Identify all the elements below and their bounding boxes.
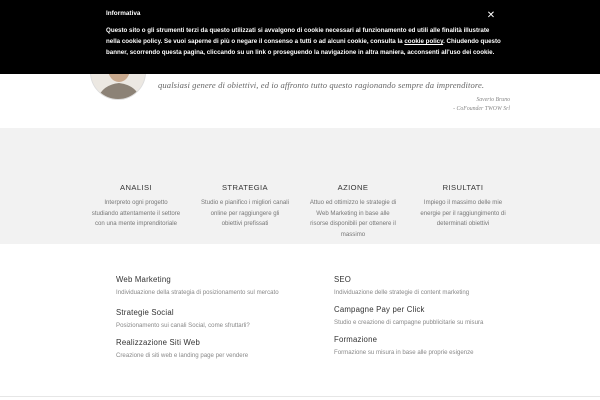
pillar-title: AZIONE [337, 183, 369, 192]
author-name: Saverio Bruno [476, 97, 510, 103]
service-text: Formazione su misura in base alle proprie esigenze [334, 349, 474, 356]
close-icon[interactable]: ✕ [486, 10, 496, 21]
author-role: - CoFounder TWOW Srl [453, 106, 510, 112]
testimonial-author [453, 96, 510, 114]
cookie-text-part-1: Questo sito o gli strumenti terzi da questo utilizzati si avvalgono di cookie necessari al funzionamento ed utili alle finalità illustrate nella cookie policy. Se vuoi saperne di più o negare il consenso a tutti o ad alcuni cookie, consulta la [106, 27, 490, 45]
service-title: Strategie Social [116, 308, 174, 317]
cookie-banner-text [106, 25, 501, 58]
cookie-banner [0, 0, 600, 74]
pillar-strategia [200, 183, 290, 230]
pillar-title: STRATEGIA [221, 183, 269, 192]
pillar-risultati [418, 183, 508, 230]
section-divider [0, 396, 600, 397]
pillar-analisi [91, 183, 181, 230]
pillar-azione [308, 183, 398, 240]
cookie-policy-link[interactable]: cookie policy [404, 38, 444, 45]
service-web-marketing[interactable] [116, 275, 286, 298]
pillar-text: Attuo ed ottimizzo le strategie di Web Marketing in base alle risorse disponibili per ottenere il massimo [309, 199, 397, 238]
service-strategie-social[interactable] [116, 308, 306, 331]
pillar-title: RISULTATI [442, 183, 484, 192]
service-campagne-ppc[interactable] [334, 305, 534, 328]
service-text: Individuazione delle strategie di content marketing [334, 289, 470, 296]
service-title: Web Marketing [116, 275, 171, 284]
cookie-banner-title: Informativa [106, 10, 141, 17]
service-title: SEO [334, 275, 352, 284]
service-title: Campagne Pay per Click [334, 305, 425, 314]
service-text: Creazione di siti web e landing page per vendere [116, 352, 249, 359]
service-text: Individuazione della strategia di posizionamento sul mercato [116, 289, 279, 296]
pillar-text: Impiego il massimo delle mie energie per il raggiungimento di determinati obiettivi [420, 199, 506, 227]
service-realizzazione-siti-web[interactable] [116, 338, 306, 361]
service-text: Posizionamento sui canali Social, come sfruttarli? [116, 322, 250, 329]
method-section [0, 128, 600, 244]
service-formazione[interactable] [334, 335, 534, 358]
cookie-text-part-2: . Chiudendo questo banner, scorrendo questa pagina, cliccando su un link o proseguendo la navigazione in altra maniera, acconsenti all'uso dei cookie. [106, 38, 501, 56]
service-title: Formazione [334, 335, 378, 344]
pillar-title: ANALISI [120, 183, 152, 192]
service-title: Realizzazione Siti Web [116, 338, 200, 347]
service-seo[interactable] [334, 275, 534, 298]
testimonial-quote: qualsiasi genere di obiettivi, ed io affronto tutto questo ragionando sempre da imprenditore. [158, 80, 485, 90]
pillar-text: Interpreto ogni progetto studiando attentamente il settore con una mente imprenditoriale [91, 199, 181, 227]
pillar-text: Studio e pianifico i migliori canali online per raggiungere gli obiettivi prefissati [200, 199, 290, 227]
service-text: Studio e creazione di campagne pubblicitarie su misura [334, 319, 484, 326]
